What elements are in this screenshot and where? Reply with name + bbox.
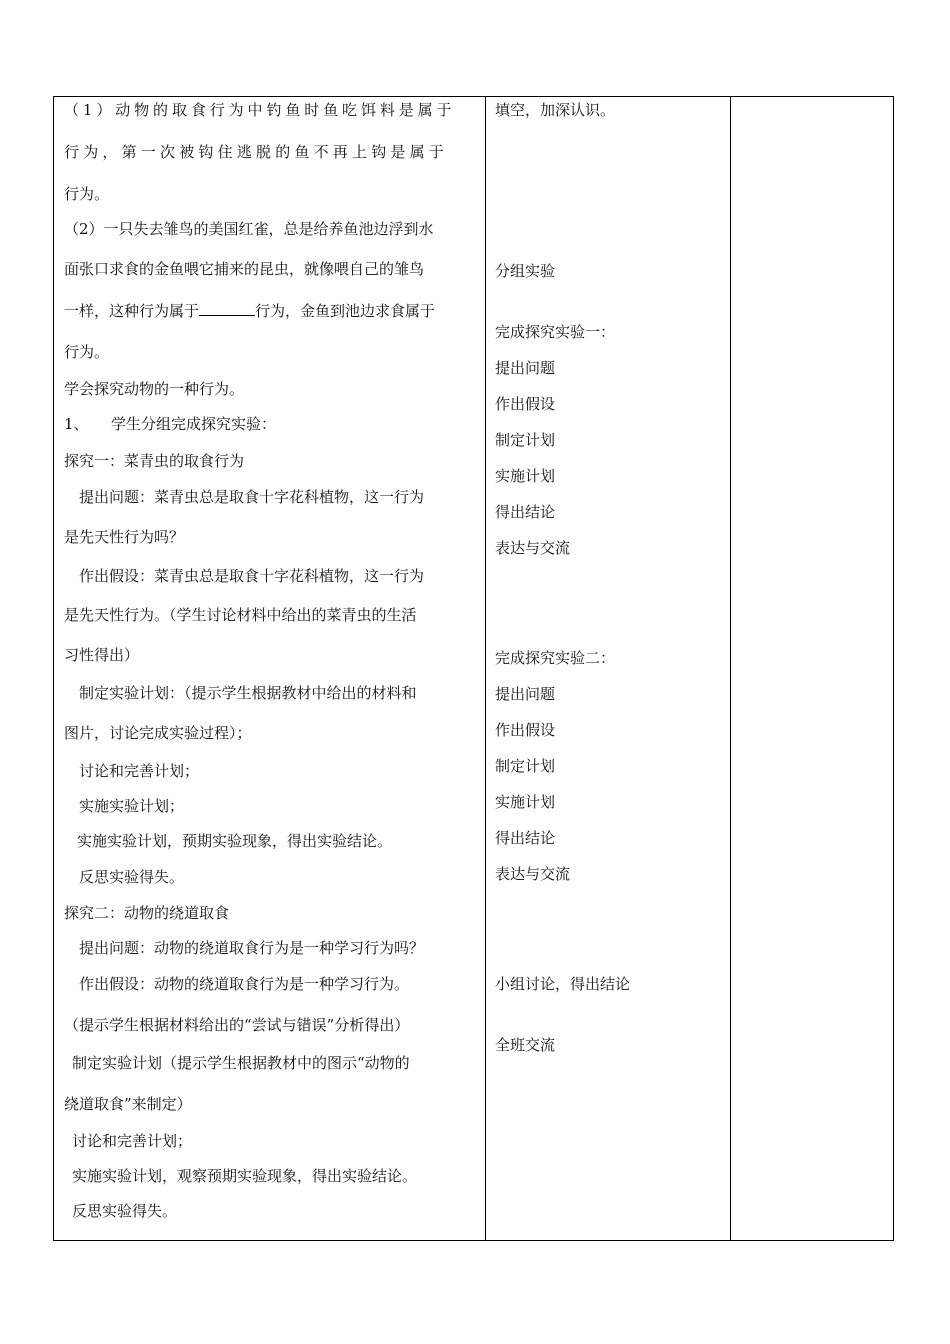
activity-item: 提出问题 [495,359,556,377]
activity-item: 实施计划 [495,467,556,485]
text-line: （2）一只失去雏鸟的美国红雀，总是给养鱼池边浮到水 [64,220,434,238]
section-heading: 探究二：动物的绕道取食 [64,904,230,922]
text-line: 讨论和完善计划； [79,762,200,780]
text-line: 1、 学生分组完成探究实验： [64,415,277,433]
text-line: 制定实验计划：（提示学生根据教材中给出的材料和 [79,684,417,702]
activity-item: 实施计划 [495,793,556,811]
text-line: 行为，第一次被钩住逃脱的鱼不再上钩是属于 [64,143,449,161]
activity-item: 小组讨论，得出结论 [495,975,631,993]
text-line: （提示学生根据材料给出的“尝试与错误”分析得出） [64,1016,410,1034]
text-line: 反思实验得失。 [72,1202,178,1220]
column-divider-1 [485,97,486,1240]
activity-item: 制定计划 [495,431,556,449]
text-line: 行为。 [64,185,110,203]
activity-item: 提出问题 [495,685,556,703]
text-fragment: 行为，金鱼到池边求食属于 [255,302,436,320]
text-line: 讨论和完善计划； [72,1132,193,1150]
text-line: 作出假设：菜青虫总是取食十字花科植物，这一行为 [79,567,425,585]
text-fragment: 一样，这种行为属于 [64,302,200,320]
activity-item: 完成探究实验二： [495,649,616,667]
text-line: 行为。 [64,343,110,361]
activity-item: 表达与交流 [495,539,571,557]
activity-item: 表达与交流 [495,865,571,883]
column-divider-2 [730,97,731,1240]
activity-item: 全班交流 [495,1036,556,1054]
text-line: 习性得出） [64,646,140,664]
text-line: 实施实验计划，预期实验现象，得出实验结论。 [77,832,393,850]
text-line: 是先天性行为。（学生讨论材料中给出的菜青虫的生活 [64,606,417,624]
text-line: 提出问题：动物的绕道取食行为是一种学习行为吗？ [79,939,425,957]
text-line: 绕道取食”来制定） [64,1095,192,1113]
text-line: 面张口求食的金鱼喂它捕来的昆虫，就像喂自己的雏鸟 [64,260,425,278]
section-heading: 探究一：菜青虫的取食行为 [64,452,245,470]
text-line: 图片，讨论完成实验过程）； [64,724,252,742]
text-line: 学会探究动物的一种行为。 [64,380,245,398]
text-line: 作出假设：动物的绕道取食行为是一种学习行为。 [79,975,410,993]
text-line: 制定实验计划（提示学生根据教材中的图示“动物的 [72,1054,410,1072]
text-line: 实施实验计划，观察预期实验现象，得出实验结论。 [72,1167,418,1185]
activity-item: 得出结论 [495,829,556,847]
activity-item: 作出假设 [495,721,556,739]
text-line: 是先天性行为吗？ [64,528,185,546]
activity-item: 得出结论 [495,503,556,521]
text-line: 反思实验得失。 [79,868,185,886]
activity-item: 完成探究实验一： [495,323,616,341]
activity-item: 填空，加深认识。 [495,101,616,119]
text-line: 实施实验计划； [79,797,185,815]
activity-item: 分组实验 [495,262,556,280]
activity-item: 制定计划 [495,757,556,775]
activity-item: 作出假设 [495,395,556,413]
fill-blank [199,301,255,316]
text-line [64,301,435,321]
text-line: 提出问题：菜青虫总是取食十字花科植物，这一行为 [79,488,425,506]
text-line: （1）动物的取食行为中钓鱼时鱼吃饵料是属于 [64,101,456,119]
